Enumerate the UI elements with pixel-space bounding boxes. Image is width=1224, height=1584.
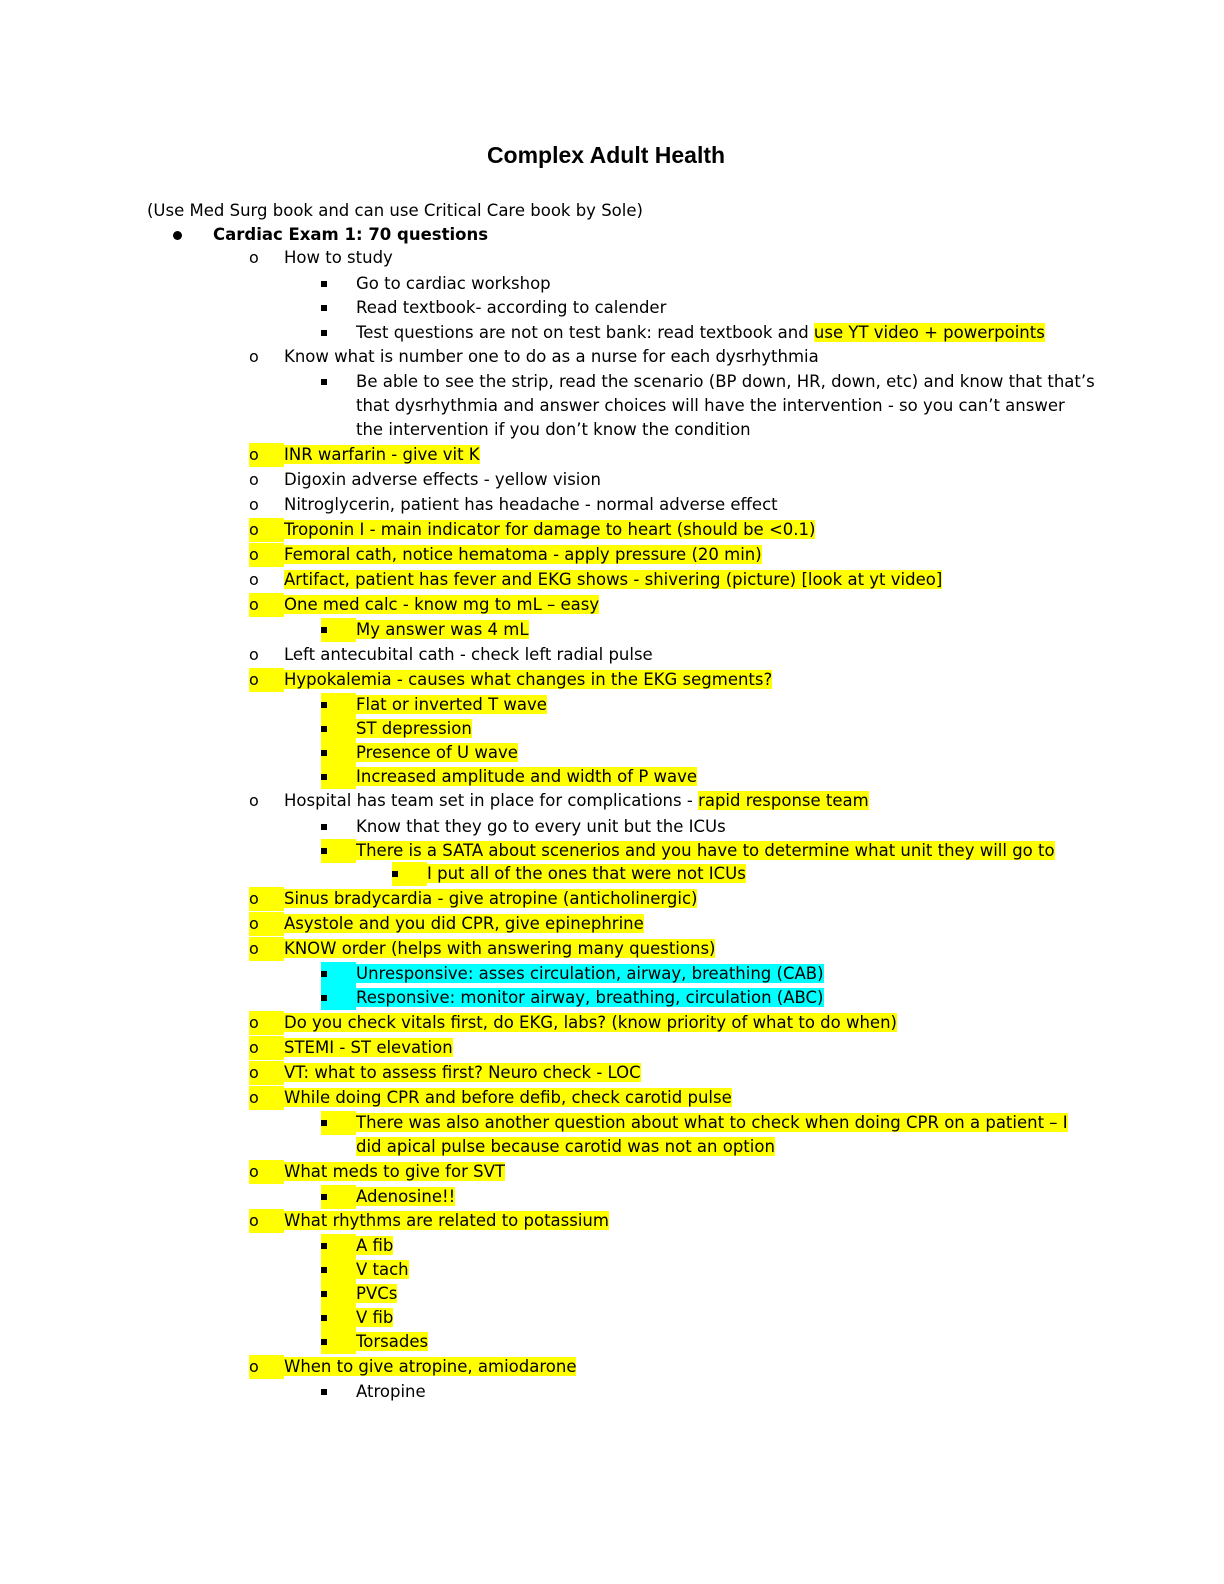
list-item-text: A fib <box>356 1236 394 1255</box>
list-item-text: Unresponsive: asses circulation, airway, breathing (CAB) <box>356 964 824 983</box>
square-bullet-icon <box>321 370 327 394</box>
circle-bullet-icon: o <box>249 1209 284 1233</box>
square-bullet-icon <box>321 717 356 741</box>
circle-bullet-icon: o <box>249 912 284 936</box>
list-item <box>356 296 666 320</box>
square-bullet-icon <box>392 862 427 886</box>
list-item <box>284 937 715 961</box>
square-bullet-icon <box>321 986 356 1010</box>
list-item-text: Hypokalemia - causes what changes in the EKG segments? <box>284 670 773 689</box>
list-item-text: Atropine <box>356 1382 426 1401</box>
list-item <box>356 370 1095 394</box>
square-bullet-icon <box>321 321 327 345</box>
list-item-text: VT: what to assess first? Neuro check - LOC <box>284 1063 641 1082</box>
list-item <box>284 568 942 592</box>
circle-bullet-icon: o <box>249 1011 284 1035</box>
list-item <box>356 741 518 765</box>
circle-bullet-icon: o <box>249 347 259 366</box>
square-bullet-icon <box>321 1380 327 1404</box>
list-item <box>356 1380 426 1404</box>
square-bullet-icon <box>321 741 356 765</box>
list-item <box>356 272 551 296</box>
square-bullet-icon <box>321 1111 356 1135</box>
list-item <box>213 223 488 247</box>
list-item-text: Responsive: monitor airway, breathing, circulation (ABC) <box>356 988 824 1007</box>
circle-bullet-icon: o <box>249 593 284 617</box>
list-item <box>356 1330 428 1354</box>
square-bullet-icon <box>321 1330 356 1354</box>
list-item <box>284 912 644 936</box>
document-title: Complex Adult Health <box>486 142 726 168</box>
list-item <box>284 643 653 667</box>
circle-bullet-icon: o <box>249 495 259 514</box>
circle-bullet-icon: o <box>249 518 284 542</box>
list-item <box>284 493 778 517</box>
list-item-text: V fib <box>356 1308 394 1327</box>
circle-bullet-icon: o <box>249 1355 284 1379</box>
list-item-text: Hospital has team set in place for complications - <box>284 791 699 810</box>
list-item-text: V tach <box>356 1260 409 1279</box>
list-item-text: My answer was 4 mL <box>356 620 529 639</box>
circle-bullet-icon: o <box>249 470 259 489</box>
list-item <box>284 246 393 270</box>
list-item <box>284 543 762 567</box>
list-item-text: Digoxin adverse effects - yellow vision <box>284 470 601 489</box>
list-item-highlight: rapid response team <box>698 791 869 810</box>
square-bullet-icon <box>321 1258 356 1282</box>
square-bullet-icon <box>321 839 356 863</box>
list-item-text: One med calc - know mg to mL – easy <box>284 595 600 614</box>
list-item-text: Presence of U wave <box>356 743 518 762</box>
circle-bullet-icon: o <box>249 887 284 911</box>
list-item <box>356 839 1055 863</box>
circle-bullet-icon: o <box>249 1160 284 1184</box>
list-item <box>356 1185 455 1209</box>
list-item-text: Nitroglycerin, patient has headache - normal adverse effect <box>284 495 778 514</box>
list-item <box>284 1086 732 1110</box>
square-bullet-icon <box>321 1306 356 1330</box>
list-item-text: When to give atropine, amiodarone <box>284 1357 577 1376</box>
list-item <box>356 962 824 986</box>
circle-bullet-icon: o <box>249 668 284 692</box>
list-item <box>284 1355 576 1379</box>
list-item-continuation <box>356 394 1065 418</box>
list-item-text: There is a SATA about scenerios and you have to determine what unit they will go to <box>356 841 1055 860</box>
list-item <box>284 1061 641 1085</box>
list-item-text: INR warfarin - give vit K <box>284 445 480 464</box>
list-item-text: Flat or inverted T wave <box>356 695 547 714</box>
list-item <box>284 1209 609 1233</box>
list-item-text: There was also another question about what to check when doing CPR on a patient – I <box>356 1113 1068 1132</box>
list-item-continuation <box>356 418 751 442</box>
list-item <box>284 518 815 542</box>
list-item <box>356 1258 409 1282</box>
list-item-text: STEMI - ST elevation <box>284 1038 453 1057</box>
list-item-text: Go to cardiac workshop <box>356 274 551 293</box>
circle-bullet-icon: o <box>249 1061 284 1085</box>
list-item-text: I put all of the ones that were not ICUs <box>427 864 746 883</box>
circle-bullet-icon: o <box>249 543 284 567</box>
square-bullet-icon <box>321 296 327 320</box>
list-item-text: did apical pulse because carotid was not an option <box>356 1137 775 1156</box>
list-item <box>284 887 697 911</box>
list-item-text: Know what is number one to do as a nurse for each dysrhythmia <box>284 347 819 366</box>
list-item <box>284 1011 897 1035</box>
circle-bullet-icon: o <box>249 570 259 589</box>
circle-bullet-icon: o <box>249 248 259 267</box>
list-item <box>356 717 472 741</box>
circle-bullet-icon: o <box>249 645 259 664</box>
list-item-text: Read textbook- according to calender <box>356 298 667 317</box>
list-item <box>356 815 726 839</box>
square-bullet-icon <box>321 693 356 717</box>
list-item-text: that dysrhythmia and answer choices will have the intervention - so you can’t answer <box>356 396 1065 415</box>
list-item-text: What meds to give for SVT <box>284 1162 505 1181</box>
list-item <box>356 1306 393 1330</box>
list-item-text: Troponin I - main indicator for damage to heart (should be <0.1) <box>284 520 816 539</box>
list-item-text: Know that they go to every unit but the ICUs <box>356 817 726 836</box>
square-bullet-icon <box>321 815 327 839</box>
disc-bullet-icon <box>173 223 182 247</box>
list-item-text: the intervention if you don’t know the condition <box>356 420 751 439</box>
list-item-text: Do you check vitals first, do EKG, labs? (know priority of what to do when) <box>284 1013 897 1032</box>
list-item-text: Left antecubital cath - check left radial pulse <box>284 645 653 664</box>
list-item-text: What rhythms are related to potassium <box>284 1211 609 1230</box>
list-item <box>356 321 1045 345</box>
list-item <box>356 1111 1068 1135</box>
list-item <box>356 986 824 1010</box>
square-bullet-icon <box>321 1185 356 1209</box>
list-item <box>356 693 547 717</box>
list-item-text: Cardiac Exam 1: 70 questions <box>213 225 489 244</box>
list-item <box>284 668 772 692</box>
circle-bullet-icon: o <box>249 1086 284 1110</box>
square-bullet-icon <box>321 1282 356 1306</box>
list-item-text: Be able to see the strip, read the scenario (BP down, HR, down, etc) and know that that’s <box>356 372 1095 391</box>
list-item <box>284 1036 453 1060</box>
list-item <box>284 1160 505 1184</box>
list-item-text: KNOW order (helps with answering many questions) <box>284 939 716 958</box>
list-item <box>284 345 819 369</box>
list-item-text: PVCs <box>356 1284 398 1303</box>
list-item-text: Torsades <box>356 1332 429 1351</box>
list-item <box>284 468 601 492</box>
list-item-continuation <box>356 1135 775 1159</box>
list-item-text: Asystole and you did CPR, give epinephrine <box>284 914 644 933</box>
list-item <box>356 618 529 642</box>
list-item-text: Adenosine!! <box>356 1187 456 1206</box>
list-item <box>356 1234 393 1258</box>
square-bullet-icon <box>321 765 356 789</box>
list-item <box>284 443 480 467</box>
list-item-text: How to study <box>284 248 393 267</box>
list-item-text: Test questions are not on test bank: read textbook and <box>356 323 814 342</box>
square-bullet-icon <box>321 962 356 986</box>
list-item-text: While doing CPR and before defib, check carotid pulse <box>284 1088 732 1107</box>
list-item-highlight: use YT video + powerpoints <box>813 323 1045 342</box>
list-item-text: Sinus bradycardia - give atropine (anticholinergic) <box>284 889 698 908</box>
list-item <box>356 765 697 789</box>
list-item-text: Artifact, patient has fever and EKG shows - shivering (picture) [look at yt video] <box>284 570 943 589</box>
circle-bullet-icon: o <box>249 443 284 467</box>
circle-bullet-icon: o <box>249 937 284 961</box>
list-item-text: Femoral cath, notice hematoma - apply pressure (20 min) <box>284 545 762 564</box>
list-item <box>284 789 869 813</box>
list-item-text: ST depression <box>356 719 472 738</box>
list-item <box>284 593 599 617</box>
circle-bullet-icon: o <box>249 791 259 810</box>
list-item-text: Increased amplitude and width of P wave <box>356 767 698 786</box>
square-bullet-icon <box>321 272 327 296</box>
circle-bullet-icon: o <box>249 1036 284 1060</box>
square-bullet-icon <box>321 618 356 642</box>
square-bullet-icon <box>321 1234 356 1258</box>
document-subtitle: (Use Med Surg book and can use Critical Care book by Sole) <box>147 201 643 220</box>
list-item <box>427 862 746 886</box>
list-item <box>356 1282 397 1306</box>
